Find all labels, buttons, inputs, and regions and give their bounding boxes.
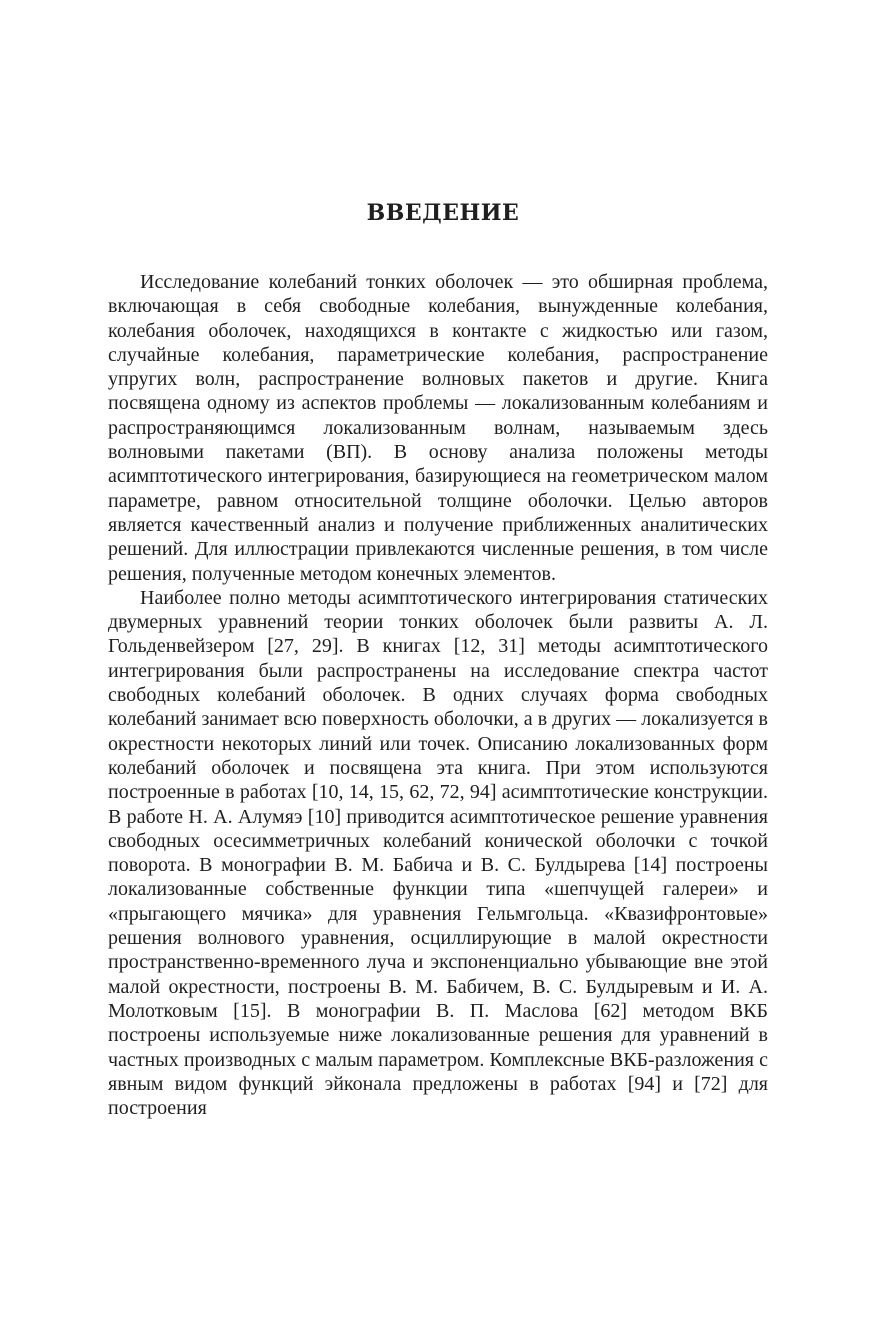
paragraph: Исследование колебаний тонких оболочек — это обширная проблема, включающая в себя свободные колебания, вынужденные колебания, колебания оболочек, находящихся в контакте с жидкостью или газом, случайные колебания, параметрические колебания, распространение упругих волн, распространение волновых пакетов и другие. Книга посвящена одному из аспектов проблемы — локализованным колебаниям и распространяющимся локализованным волнам, называемым здесь волновыми пакетами (ВП). В основу анализа положены методы асимптотического интегрирования, базирующиеся на геометрическом малом параметре, равном относительной толщине оболочки. Целью авторов является качественный анализ и получение приближенных аналитических решений. Для иллюстрации привлекаются численные решения, в том числе решения, полученные методом конечных элементов.	[108, 271, 768, 585]
paragraph: Наиболее полно методы асимптотического интегрирования статических двумерных уравнений теории тонких оболочек были развиты А. Л. Гольденвейзером [27, 29]. В книгах [12, 31] методы асимптотического интегрирования были распространены на исследование спектра частот свободных колебаний оболочек. В одних случаях форма свободных колебаний занимает всю поверхность оболочки, а в других — локализуется в окрестности некоторых линий или точек. Описанию локализованных форм колебаний оболочек и посвящена эта книга. При этом используются построенные в работах [10, 14, 15, 62, 72, 94] асимптотические конструкции. В работе Н. А. Алумяэ [10] приводится асимптотическое решение уравнения свободных осесимметричных колебаний конической оболочки с точкой поворота. В монографии В. М. Бабича и В. С. Булдырева [14] построены локализованные собственные функции типа «шепчущей галереи» и «прыгающего мячика» для уравнения Гельмгольца. «Квазифронтовые» решения волнового уравнения, осциллирующие в малой окрестности пространственно-временного луча и экспоненциально убывающие вне этой малой окрестности, построены В. М. Бабичем, В. С. Булдыревым и И. А. Молотковым [15]. В монографии В. П. Маслова [62] методом ВКБ построены используемые ниже локализованные решения для уравнений в частных производных с малым параметром. Комплексные ВКБ-разложения с явным видом функций эйконала предложены в работах [94] и [72] для построения	[108, 586, 768, 1120]
body-text	[108, 270, 768, 1120]
chapter-title: ВВЕДЕНИЕ	[366, 200, 520, 226]
